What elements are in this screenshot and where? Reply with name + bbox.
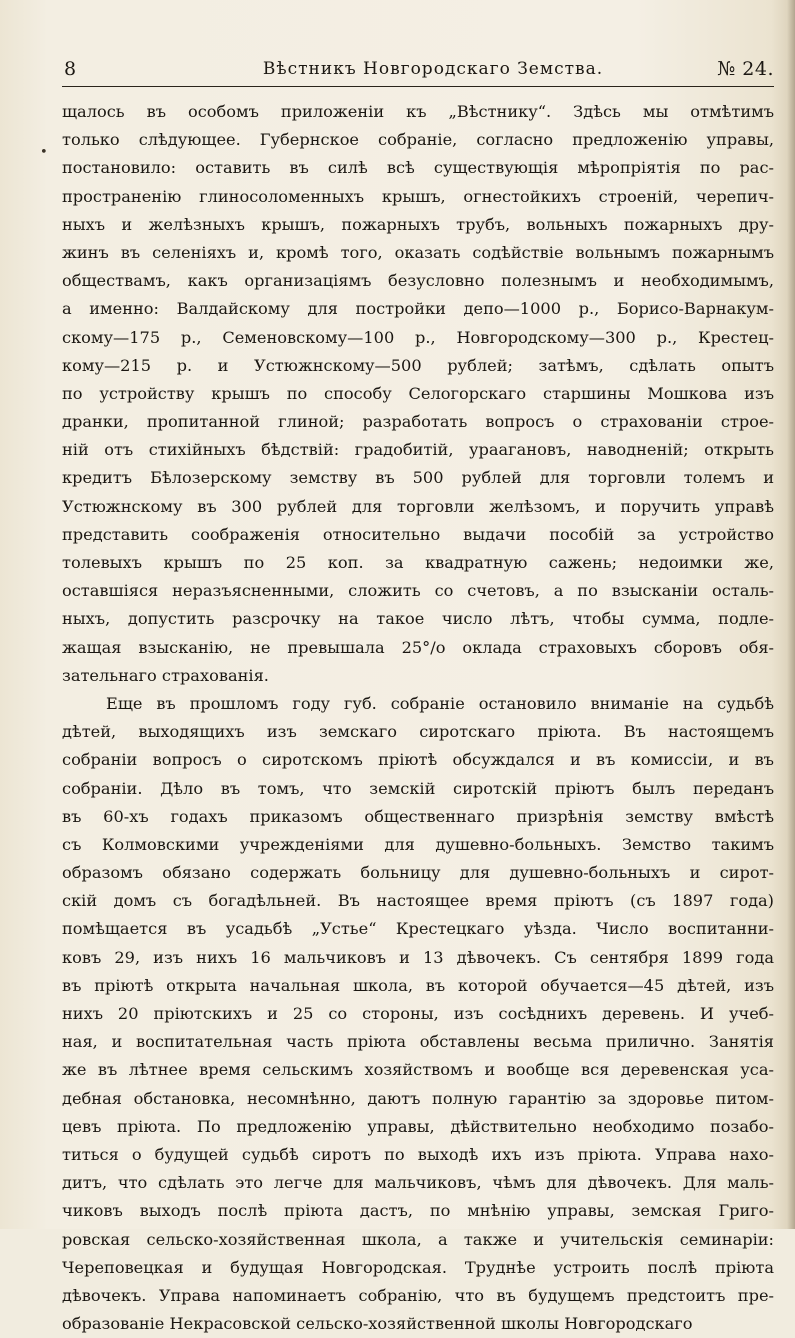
text-line: же въ лѣтнее время сельскимъ хозяйствомъ и вообще вся деревенская уса- [62, 1060, 774, 1080]
margin-mark: • [40, 145, 48, 160]
text-line: оставшіяся неразъясненными, сложить со счетовъ, а по взысканіи осталь- [62, 581, 774, 601]
text-line: по устройству крышъ по способу Селогорскаго старшины Мошкова изъ [62, 383, 774, 403]
text-line: чиковъ выходъ послѣ пріюта дастъ, по мнѣнію управы, земская Григо- [62, 1201, 774, 1221]
text-line: въ пріютѣ открыта начальная школа, въ которой обучается—45 дѣтей, изъ [62, 975, 774, 995]
text-line: щалось въ особомъ приложеніи къ „Вѣстнику“. Здѣсь мы отмѣтимъ [62, 102, 774, 121]
page-edge-shadow [787, 0, 795, 1229]
text-line: постановило: оставить въ силѣ всѣ существующія мѣропріятія по рас- [62, 158, 774, 178]
text-line: Устюжнскому въ 300 рублей для торговли желѣзомъ, и поручить управѣ [62, 496, 774, 516]
text-line: жинъ въ селеніяхъ и, кромѣ того, оказать содѣйствіе вольнымъ пожарнымъ [62, 242, 774, 262]
text-line: скій домъ съ богадѣльней. Въ настоящее время пріютъ (съ 1897 года) [62, 891, 774, 911]
text-line: дебная обстановка, несомнѣнно, даютъ полную гарантію за здоровье питом- [62, 1088, 774, 1108]
text-line: въ 60-хъ годахъ приказомъ общественнаго призрѣнія земству вмѣстѣ [62, 806, 774, 826]
paragraph [62, 98, 774, 690]
text-line: кому—215 р. и Устюжнскому—500 рублей; затѣмъ, сдѣлать опытъ [62, 355, 774, 375]
running-header [62, 54, 774, 84]
text-line: ній отъ стихійныхъ бѣдствій: градобитій, ураагановъ, наводненій; открыть [62, 440, 774, 460]
text-line: только слѣдующее. Губернское собраніе, согласно предложенію управы, [62, 130, 774, 150]
text-line: толевыхъ крышъ по 25 коп. за квадратную сажень; недоимки же, [62, 553, 774, 572]
text-line: дранки, пропитанной глиной; разработать вопросъ о страхованіи строе- [62, 412, 774, 432]
text-line: дѣтей, выходящихъ изъ земскаго сиротскаго пріюта. Въ настоящемъ [62, 722, 774, 742]
text-line: обществамъ, какъ организаціямъ безусловно полезнымъ и необходимымъ, [62, 271, 774, 291]
text-line: цевъ пріюта. По предложенію управы, дѣйствительно необходимо позабо- [62, 1116, 774, 1136]
issue-number: № 24. [717, 58, 774, 80]
text-line: представить соображенія относительно выдачи пособій за устройство [62, 524, 774, 544]
page-number: 8 [64, 58, 77, 80]
header-rule [62, 86, 774, 87]
text-line: собраніи вопросъ о сиротскомъ пріютѣ обсуждался и въ комиссіи, и въ [62, 750, 774, 770]
text-line: образомъ обязано содержать больницу для душевно-больныхъ и сирот- [62, 863, 774, 883]
text-line: кредитъ Бѣлозерскому земству въ 500 рублей для торговли толемъ и [62, 468, 774, 488]
text-line: образованіе Некрасовской сельско-хозяйственной школы Новгородскаго [62, 1314, 693, 1334]
text-line: дѣвочекъ. Управа напоминаетъ собранію, что въ будущемъ предстоитъ пре- [62, 1285, 774, 1305]
text-line: жащая взысканію, не превышала 25°/о оклада страховыхъ сборовъ обя- [62, 637, 774, 657]
text-line: помѣщается въ усадьбѣ „Устье“ Крестецкаго уѣзда. Число воспитанни- [62, 919, 774, 939]
text-line: нихъ 20 пріютскихъ и 25 со стороны, изъ сосѣднихъ деревень. И учеб- [62, 1004, 774, 1023]
paragraph [62, 690, 774, 1338]
text-line: Еще въ прошломъ году губ. собраніе остановило вниманіе на судьбѣ [106, 693, 774, 713]
text-line: титься о будущей судьбѣ сиротъ по выходѣ ихъ изъ пріюта. Управа нахо- [62, 1144, 774, 1164]
text-line: съ Колмовскими учрежденіями для душевно-больныхъ. Земство такимъ [62, 834, 774, 854]
text-line: ныхъ и желѣзныхъ крышъ, пожарныхъ трубъ, вольныхъ пожарныхъ дру- [62, 214, 774, 234]
text-line: собраніи. Дѣло въ томъ, что земскій сиротскій пріютъ былъ переданъ [62, 778, 774, 798]
text-line: дитъ, что сдѣлать это легче для мальчиковъ, чѣмъ для дѣвочекъ. Для маль- [62, 1173, 774, 1193]
text-line: пространенію глиносоломенныхъ крышъ, огнестойкихъ строеній, черепич- [62, 186, 774, 206]
text-line: ровская сельско-хозяйственная школа, а также и учительскія семинаріи: [62, 1229, 774, 1249]
text-line: зательнаго страхованія. [62, 665, 269, 685]
text-line: а именно: Валдайскому для постройки депо—1000 р., Борисо-Варнакум- [62, 299, 774, 319]
text-line: Череповецкая и будущая Новгородская. Труднѣе устроить послѣ пріюта [62, 1257, 774, 1277]
text-line: ковъ 29, изъ нихъ 16 мальчиковъ и 13 дѣвочекъ. Съ сентября 1899 года [62, 947, 774, 967]
body-text [62, 98, 774, 1338]
text-line: скому—175 р., Семеновскому—100 р., Новгородскому—300 р., Крестец- [62, 327, 774, 347]
journal-title: Вѣстникъ Новгородскаго Земства. [262, 59, 604, 79]
text-line: ныхъ, допустить разсрочку на такое число лѣтъ, чтобы сумма, подле- [62, 609, 774, 629]
text-line: ная, и воспитательная часть пріюта обставлены весьма прилично. Занятія [62, 1032, 774, 1052]
